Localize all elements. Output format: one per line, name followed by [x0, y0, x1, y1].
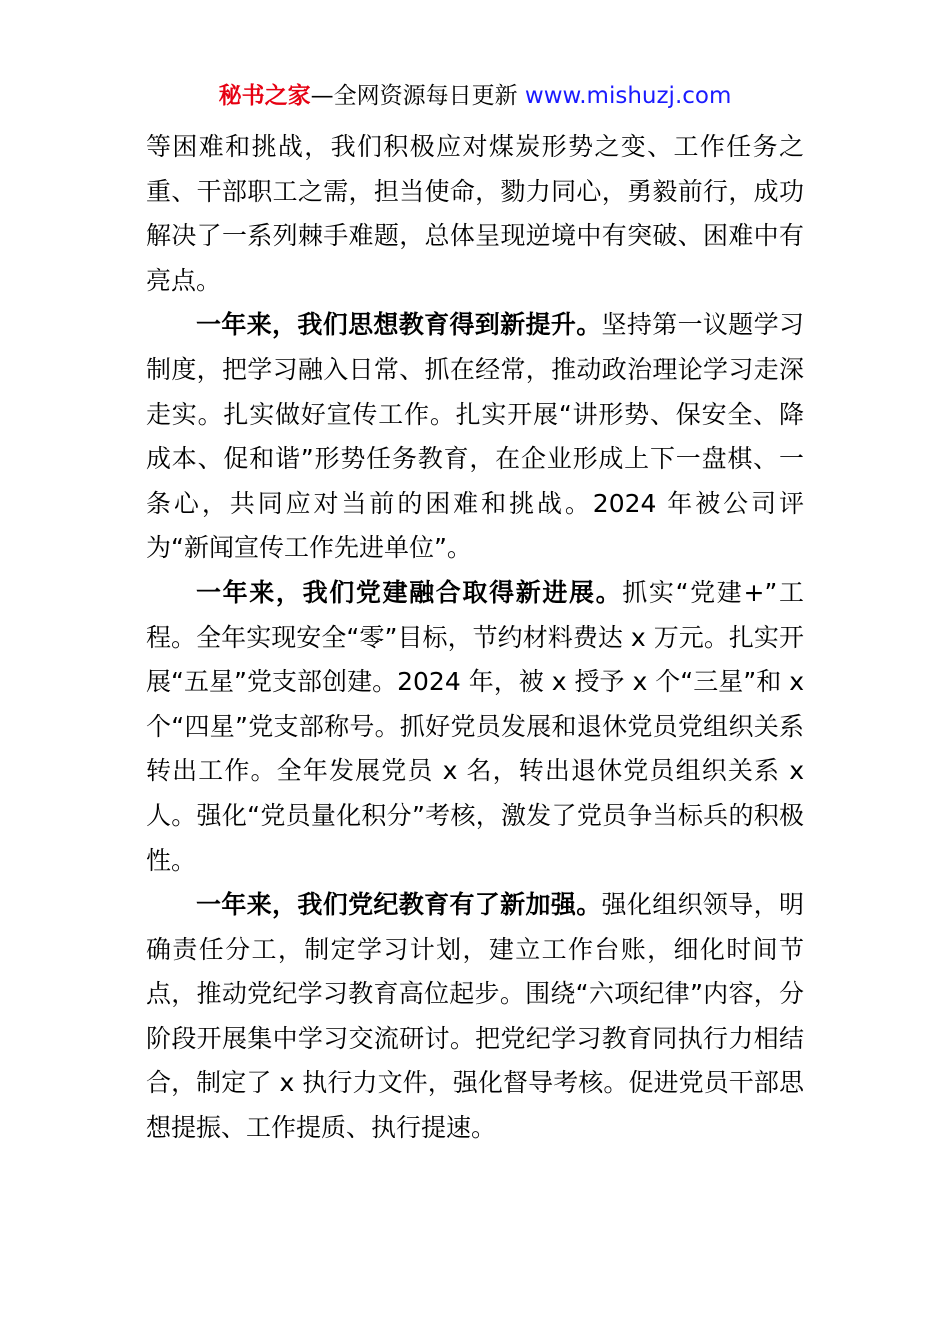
paragraph-ideological-education — [146, 303, 804, 571]
paragraph-discipline-education — [146, 883, 804, 1151]
paragraph-text: 等困难和挑战，我们积极应对煤炭形势之变、工作任务之重、干部职工之需，担当使命，勠力同心，勇毅前行，成功解决了一系列棘手难题，总体呈现逆境中有突破、困难中有亮点。 — [146, 132, 804, 295]
paragraph-lead: 一年来，我们思想教育得到新提升。 — [196, 310, 602, 340]
header-brand: 秘书之家 — [218, 83, 311, 109]
document-body — [146, 125, 804, 1151]
header-tagline: —全网资源每日更新 — [310, 83, 525, 109]
paragraph-party-building — [146, 571, 804, 883]
paragraph-lead: 一年来，我们党建融合取得新进展。 — [196, 577, 623, 607]
paragraph-text: 强化组织领导，明确责任分工，制定学习计划，建立工作台账，细化时间节点，推动党纪学习教育高位起步。围绕“六项纪律”内容，分阶段开展集中学习交流研讨。把党纪学习教育同执行力相结合，制定了 x 执行力文件，强化督导考核。促进党员干部思想提振、工作提质、执行提速。 — [146, 890, 804, 1143]
paragraph-text: 抓实“党建+”工程。全年实现安全“零”目标，节约材料费达 x 万元。扎实开展“五星”党支部创建。2024 年，被 x 授予 x 个“三星”和 x 个“四星”党支部称号。抓好党员发展和退休党员党组织关系转出工作。全年发展党员 x 名，转出退休党员组织关系 x 人。强化“党员量化积分”考核，激发了党员争当标兵的积极性。 — [146, 577, 804, 875]
header-url[interactable]: www.mishuzj.com — [524, 83, 732, 109]
paragraph-text: 坚持第一议题学习制度，把学习融入日常、抓在经常，推动政治理论学习走深走实。扎实做好宣传工作。扎实开展“讲形势、保安全、降成本、促和谐”形势任务教育，在企业形成上下一盘棋、一条心，共同应对当前的困难和挑战。2024 年被公司评为“新闻宣传工作先进单位”。 — [146, 310, 804, 563]
page-header — [0, 80, 950, 112]
paragraph-lead: 一年来，我们党纪教育有了新加强。 — [196, 890, 602, 920]
paragraph-intro — [146, 125, 804, 303]
